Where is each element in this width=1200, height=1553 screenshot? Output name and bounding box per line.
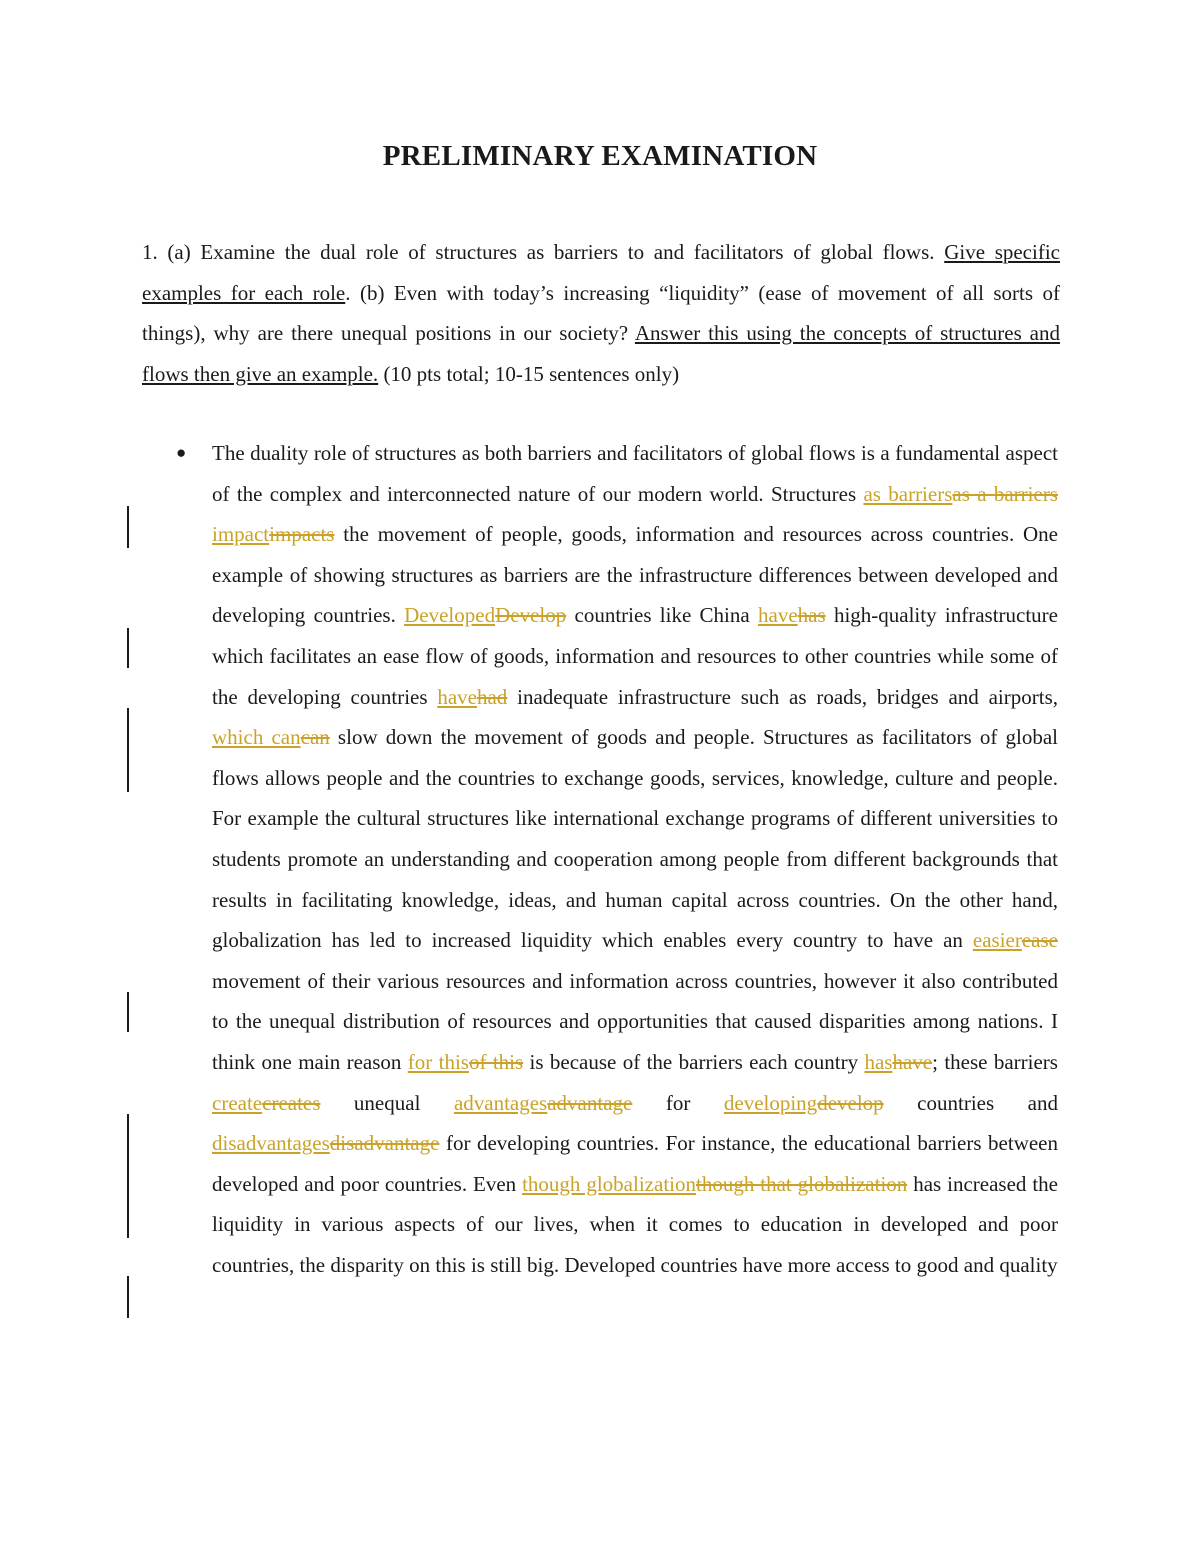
deleted-text[interactable]: can [300,725,330,750]
inserted-text[interactable]: which can [212,725,301,750]
answer-text [212,433,1058,1285]
text-run: slow down the movement of goods and people. Structures as facilitators of global flows allows people and the countries to exchange goods, services, knowledge, culture and people. For example the cultural structures like international exchange programs of different universities to students promote an understanding and cooperation among people from different backgrounds that results in facilitating knowledge, ideas, and human capital across countries. On the other hand, globalization has led to increased liquidity which enables every country to have an [212,725,1058,953]
change-bar [127,708,129,792]
text-run: high-quality infrastructure which facilitates an ease flow of goods, information and resources to other countries while some of the developing countries [212,603,1058,709]
text-run: for [632,1090,724,1115]
inserted-text[interactable]: create [212,1090,263,1115]
inserted-text[interactable]: for this [407,1049,469,1074]
deleted-text[interactable]: as a barriers [952,481,1058,506]
text-run: the movement of people, goods, information and resources across countries. One example of showing structures as barriers are the infrastructure differences between developed and developing countries. [212,522,1058,628]
deleted-text[interactable]: have [892,1049,933,1074]
deleted-text[interactable]: has [797,603,826,628]
inserted-text[interactable]: easier [972,928,1022,953]
inserted-text[interactable]: Developed [404,603,496,628]
deleted-text[interactable]: had [476,684,508,709]
question-text [142,232,1060,394]
page-title: PRELIMINARY EXAMINATION [382,140,818,172]
text-run: for developing countries. For instance, the educational barriers between developed and poor countries. Even [212,1131,1058,1196]
inserted-text[interactable]: impact [212,522,270,547]
inserted-text[interactable]: disadvantages [212,1131,330,1156]
change-bar [127,1276,129,1318]
inserted-text[interactable]: has [864,1049,893,1074]
deleted-text[interactable]: disadvantage [329,1131,440,1156]
inserted-text[interactable]: have [758,603,798,628]
inserted-text[interactable]: as barriers [863,481,953,506]
text-run: unequal [320,1090,454,1115]
answer-list [176,433,1058,1285]
text-run: countries like China [566,603,758,628]
text-run: has increased the liquidity in various aspects of our lives, when it comes to education in developed and poor countries, the disparity on this is still big. Developed countries have more access to good and quality [212,1171,1058,1277]
deleted-text[interactable]: creates [262,1090,321,1115]
inserted-text[interactable]: have [437,684,477,709]
deleted-text[interactable]: though that globalization [695,1171,908,1196]
deleted-text[interactable]: advantage [547,1090,633,1115]
deleted-text[interactable]: impacts [269,522,335,547]
list-item [176,433,1058,1285]
change-bar [127,1114,129,1238]
deleted-text[interactable]: develop [817,1090,884,1115]
text-run: The duality role of structures as both barriers and facilitators of global flows is a fundamental aspect of the complex and interconnected nature of our modern world. Structures [212,441,1058,506]
inserted-text[interactable]: advantages [453,1090,548,1115]
text-run: ; these barriers [932,1049,1058,1074]
change-bar [127,506,129,548]
inserted-text[interactable]: though globalization [522,1171,696,1196]
deleted-text[interactable]: ease [1021,928,1058,953]
question-points: (10 pts total; 10-15 sentences only) [378,361,680,386]
question-instruction-b: Answer this using the concepts of structures and flows then give an example. [142,321,1061,386]
deleted-text[interactable]: Develop [495,603,567,628]
text-run: countries and [883,1090,1058,1115]
change-bar [127,628,129,668]
question-part-a: 1. (a) Examine the dual role of structures as barriers to and facilitators of global flows. [142,240,945,264]
deleted-text[interactable]: of this [468,1049,524,1074]
change-bar [127,992,129,1032]
text-run: inadequate infrastructure such as roads, bridges and airports, [507,684,1058,709]
bullet-icon: ● [176,443,187,462]
text-run: movement of their various resources and information across countries, however it also contributed to the unequal distribution of resources and opportunities that caused disparities among nations. I think one main reason [212,968,1058,1074]
question-instruction-a: Give specific examples for each role [142,240,1060,305]
text-run: is because of the barriers each country [523,1049,865,1074]
inserted-text[interactable]: developing [723,1090,818,1115]
question-part-b: . (b) Even with today’s increasing “liquidity” (ease of movement of all sorts of things), why are there unequal positions in our society? [142,280,1060,346]
